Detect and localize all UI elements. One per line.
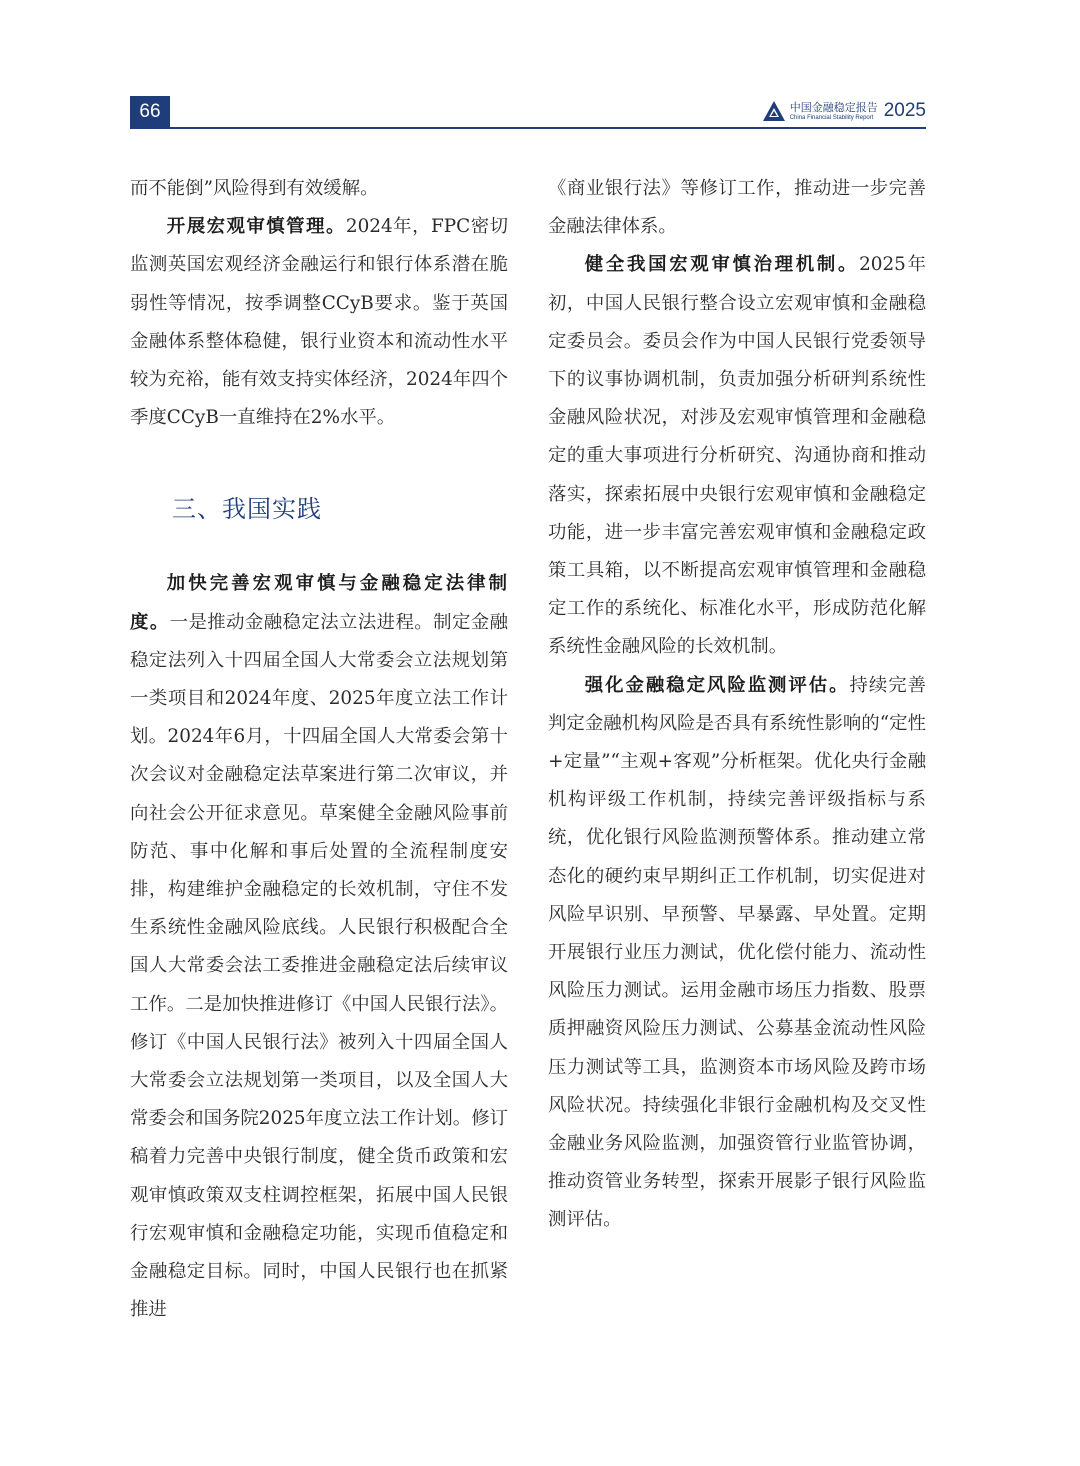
paragraph-legal-framework xyxy=(130,565,508,1329)
paragraph-heading: 健全我国宏观审慎治理机制。 xyxy=(584,254,860,276)
right-column xyxy=(548,170,926,1240)
brand-title-en: China Financial Stability Report xyxy=(789,114,874,121)
paragraph-body: 持续完善判定金融机构风险是否具有系统性影响的“定性+定量”“主观+客观”分析框架。优化央行金融机构评级工作机制，持续完善评级指标与系统，优化银行风险监测预警体系。推动建立常态化的硬约束早期纠正工作机制，切实促进对风险早识别、早预警、早暴露、早处置。定期开展银行业压力测试，优化偿付能力、流动性风险压力测试。运用金融市场压力指数、股票质押融资风险压力测试、公募基金流动性风险压力测试等工具，监测资本市场风险及跨市场风险状况。持续强化非银行金融机构及交叉性金融业务风险监测，加强资管行业监管协调，推动资管业务转型，探索开展影子银行风险监测评估。 xyxy=(548,674,926,1231)
report-brand xyxy=(762,96,926,126)
header-divider xyxy=(130,127,926,129)
paragraph-risk-monitoring xyxy=(548,667,926,1240)
paragraph-body: 2024年，FPC密切监测英国宏观经济金融运行和银行体系潜在脆弱性等情况，按季调整CCyB要求。鉴于英国金融体系整体稳健，银行业资本和流动性水平较为充裕，能有效支持实体经济，2024年四个季度CCyB一直维持在2%水平。 xyxy=(130,216,508,429)
mountain-logo-icon xyxy=(762,100,786,122)
paragraph-heading: 强化金融稳定风险监测评估。 xyxy=(584,674,850,696)
brand-text xyxy=(790,102,878,121)
paragraph-heading: 加快完善宏观审慎与金融稳定法律制度。 xyxy=(130,573,508,633)
page-number: 66 xyxy=(130,96,170,128)
paragraph-governance-mechanism xyxy=(548,246,926,666)
paragraph-continuation: 而不能倒”风险得到有效缓解。 xyxy=(130,178,379,199)
brand-title-cn: 中国金融稳定报告 xyxy=(789,100,878,114)
paragraph-heading: 开展宏观审慎管理。 xyxy=(166,216,346,238)
left-column xyxy=(130,170,508,1329)
brand-year: 2025 xyxy=(883,100,926,121)
paragraph-body: 2025年初，中国人民银行整合设立宏观审慎和金融稳定委员会。委员会作为中国人民银行党委领导下的议事协调机制，负责加强分析研判系统性金融风险状况，对涉及宏观审慎管理和金融稳定的重大事项进行分析研究、沟通协商和推动落实，探索拓展中央银行宏观审慎和金融稳定功能，进一步丰富完善宏观审慎和金融稳定政策工具箱，以不断提高宏观审慎管理和金融稳定工作的系统化、标准化水平，形成防范化解系统性金融风险的长效机制。 xyxy=(548,254,926,658)
paragraph-continuation: 《商业银行法》等修订工作，推动进一步完善金融法律体系。 xyxy=(548,178,926,238)
paragraph-macroprudential-management xyxy=(130,208,508,437)
paragraph-body: 一是推动金融稳定法立法进程。制定金融稳定法列入十四届全国人大常委会立法规划第一类项目和2024年度、2025年度立法工作计划。2024年6月，十四届全国人大常委会第十次会议对金融稳定法草案进行第二次审议，并向社会公开征求意见。草案健全金融风险事前防范、事中化解和事后处置的全流程制度安排，构建维护金融稳定的长效机制，守住不发生系统性金融风险底线。人民银行积极配合全国人大常委会法工委推进金融稳定法后续审议工作。二是加快推进修订《中国人民银行法》。修订《中国人民银行法》被列入十四届全国人大常委会立法规划第一类项目，以及全国人大常委会和国务院2025年度立法工作计划。修订稿着力完善中央银行制度，健全货币政策和宏观审慎政策双支柱调控框架，拓展中国人民银行宏观审慎和金融稳定功能，实现币值稳定和金融稳定目标。同时，中国人民银行也在抓紧推进 xyxy=(130,611,508,1321)
section-title: 三、我国实践 xyxy=(172,495,322,524)
